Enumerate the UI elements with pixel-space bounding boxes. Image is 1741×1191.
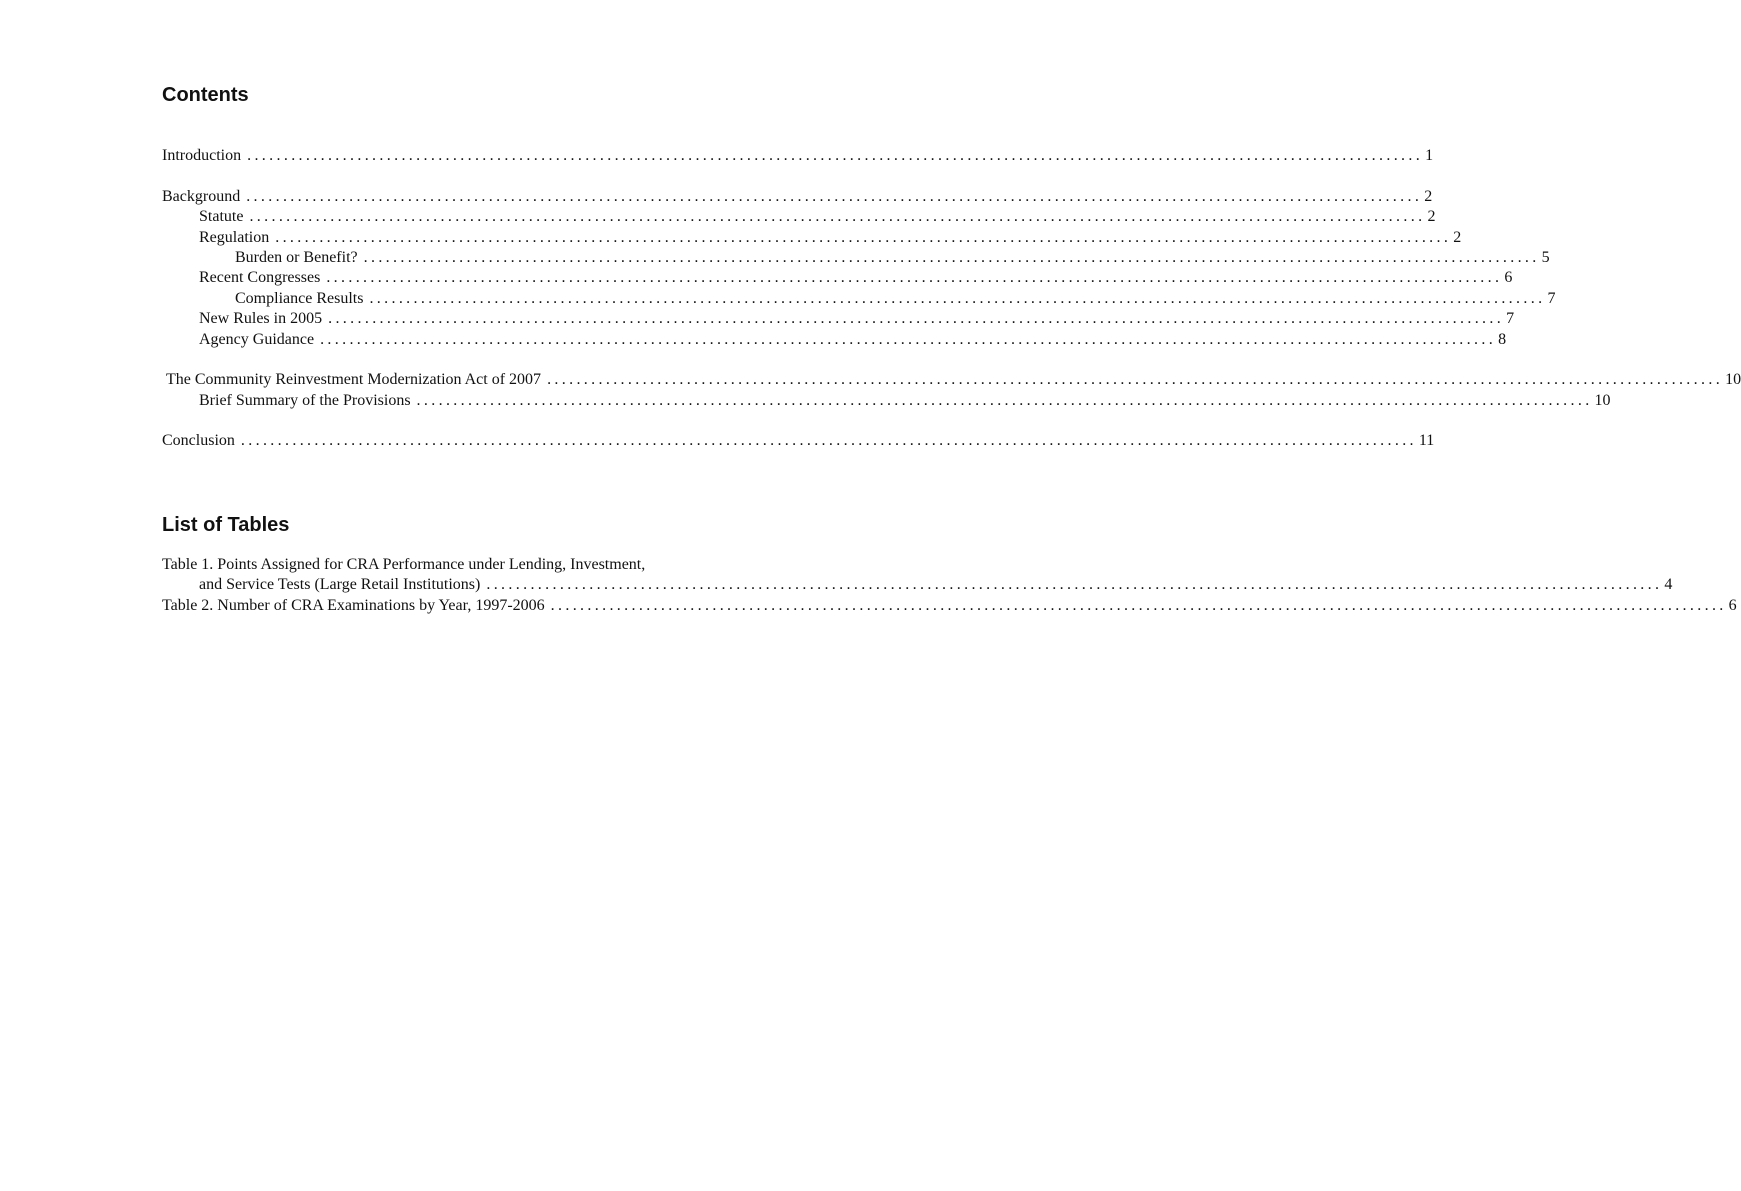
- toc-entry-label: The Community Reinvestment Modernization Act of 2007: [166, 371, 542, 389]
- toc-entry-page: 6: [1504, 269, 1513, 287]
- toc-entry-page: 7: [1547, 289, 1556, 307]
- toc-entry-page: 10: [1594, 391, 1611, 409]
- toc-entry-burden-or-benefit[interactable]: [162, 248, 1550, 268]
- toc-entry-page: 10: [1725, 371, 1741, 389]
- toc-entry-introduction[interactable]: [162, 146, 1434, 166]
- toc-entry-label: Brief Summary of the Provisions: [199, 391, 411, 409]
- list-of-tables: [162, 555, 1737, 616]
- toc-entry-new-rules-2005[interactable]: [162, 309, 1515, 329]
- dot-leader: ................................................................................................................................................................: [246, 187, 1423, 205]
- contents-title: Contents: [162, 84, 249, 106]
- toc-entry-regulation[interactable]: [162, 228, 1462, 248]
- dot-leader: ................................................................................................................................................................: [328, 310, 1505, 328]
- toc-entry-label: Background: [162, 187, 241, 205]
- toc-entry-page: 1: [1425, 147, 1434, 164]
- table-of-contents: [162, 146, 1741, 452]
- toc-entry-page: 5: [1541, 248, 1550, 266]
- dot-leader: ................................................................................................................................................................: [363, 248, 1540, 266]
- dot-leader: ................................................................................................................................................................: [249, 208, 1426, 226]
- table-1-entry[interactable]: [162, 575, 1673, 595]
- toc-entry-label: Regulation: [199, 228, 270, 246]
- toc-entry-background[interactable]: [162, 187, 1433, 207]
- toc-entry-label: Agency Guidance: [199, 330, 315, 348]
- table-entry-label: Table 2. Number of CRA Examinations by Year, 1997-2006: [162, 596, 545, 614]
- toc-entry-brief-summary[interactable]: [162, 391, 1611, 411]
- toc-entry-page: 2: [1427, 208, 1436, 226]
- dot-leader: ................................................................................................................................................................: [275, 228, 1452, 246]
- toc-entry-compliance-results[interactable]: [162, 289, 1556, 309]
- toc-entry-modernization-act[interactable]: [162, 370, 1741, 390]
- list-of-tables-title: List of Tables: [162, 514, 290, 536]
- dot-leader: ................................................................................................................................................................: [320, 330, 1497, 348]
- toc-entry-page: 8: [1498, 330, 1507, 348]
- toc-entry-statute[interactable]: [162, 207, 1436, 227]
- toc-entry-label: Recent Congresses: [199, 269, 321, 287]
- table-1-entry-line1[interactable]: Table 1. Points Assigned for CRA Performance under Lending, Investment,: [162, 556, 646, 573]
- dot-leader: ................................................................................................................................................................: [240, 432, 1417, 450]
- table-2-entry[interactable]: [162, 596, 1737, 616]
- toc-entry-page: 7: [1506, 310, 1515, 328]
- dot-leader: ................................................................................................................................................................: [326, 269, 1503, 287]
- table-entry-label: and Service Tests (Large Retail Institutions): [199, 576, 481, 594]
- toc-entry-label: Burden or Benefit?: [235, 248, 358, 266]
- toc-entry-conclusion[interactable]: [162, 431, 1435, 451]
- toc-entry-label: Introduction: [162, 147, 242, 164]
- toc-entry-label: Conclusion: [162, 432, 235, 450]
- toc-entry-label: Compliance Results: [235, 289, 364, 307]
- dot-leader: ................................................................................................................................................................: [416, 391, 1593, 409]
- dot-leader: ................................................................................................................................................................: [247, 147, 1424, 164]
- toc-entry-page: 11: [1418, 432, 1435, 450]
- dot-leader: ................................................................................................................................................................: [486, 576, 1663, 594]
- toc-entry-agency-guidance[interactable]: [162, 330, 1507, 350]
- dot-leader: ................................................................................................................................................................: [547, 371, 1724, 389]
- toc-entry-label: Statute: [199, 208, 244, 226]
- toc-entry-label: New Rules in 2005: [199, 310, 323, 328]
- toc-entry-page: 2: [1424, 187, 1433, 205]
- toc-entry-page: 2: [1453, 228, 1462, 246]
- table-entry-page: 6: [1728, 596, 1737, 614]
- toc-entry-recent-congresses[interactable]: [162, 268, 1513, 288]
- dot-leader: ................................................................................................................................................................: [550, 596, 1727, 614]
- dot-leader: ................................................................................................................................................................: [369, 289, 1546, 307]
- table-entry-page: 4: [1664, 576, 1673, 594]
